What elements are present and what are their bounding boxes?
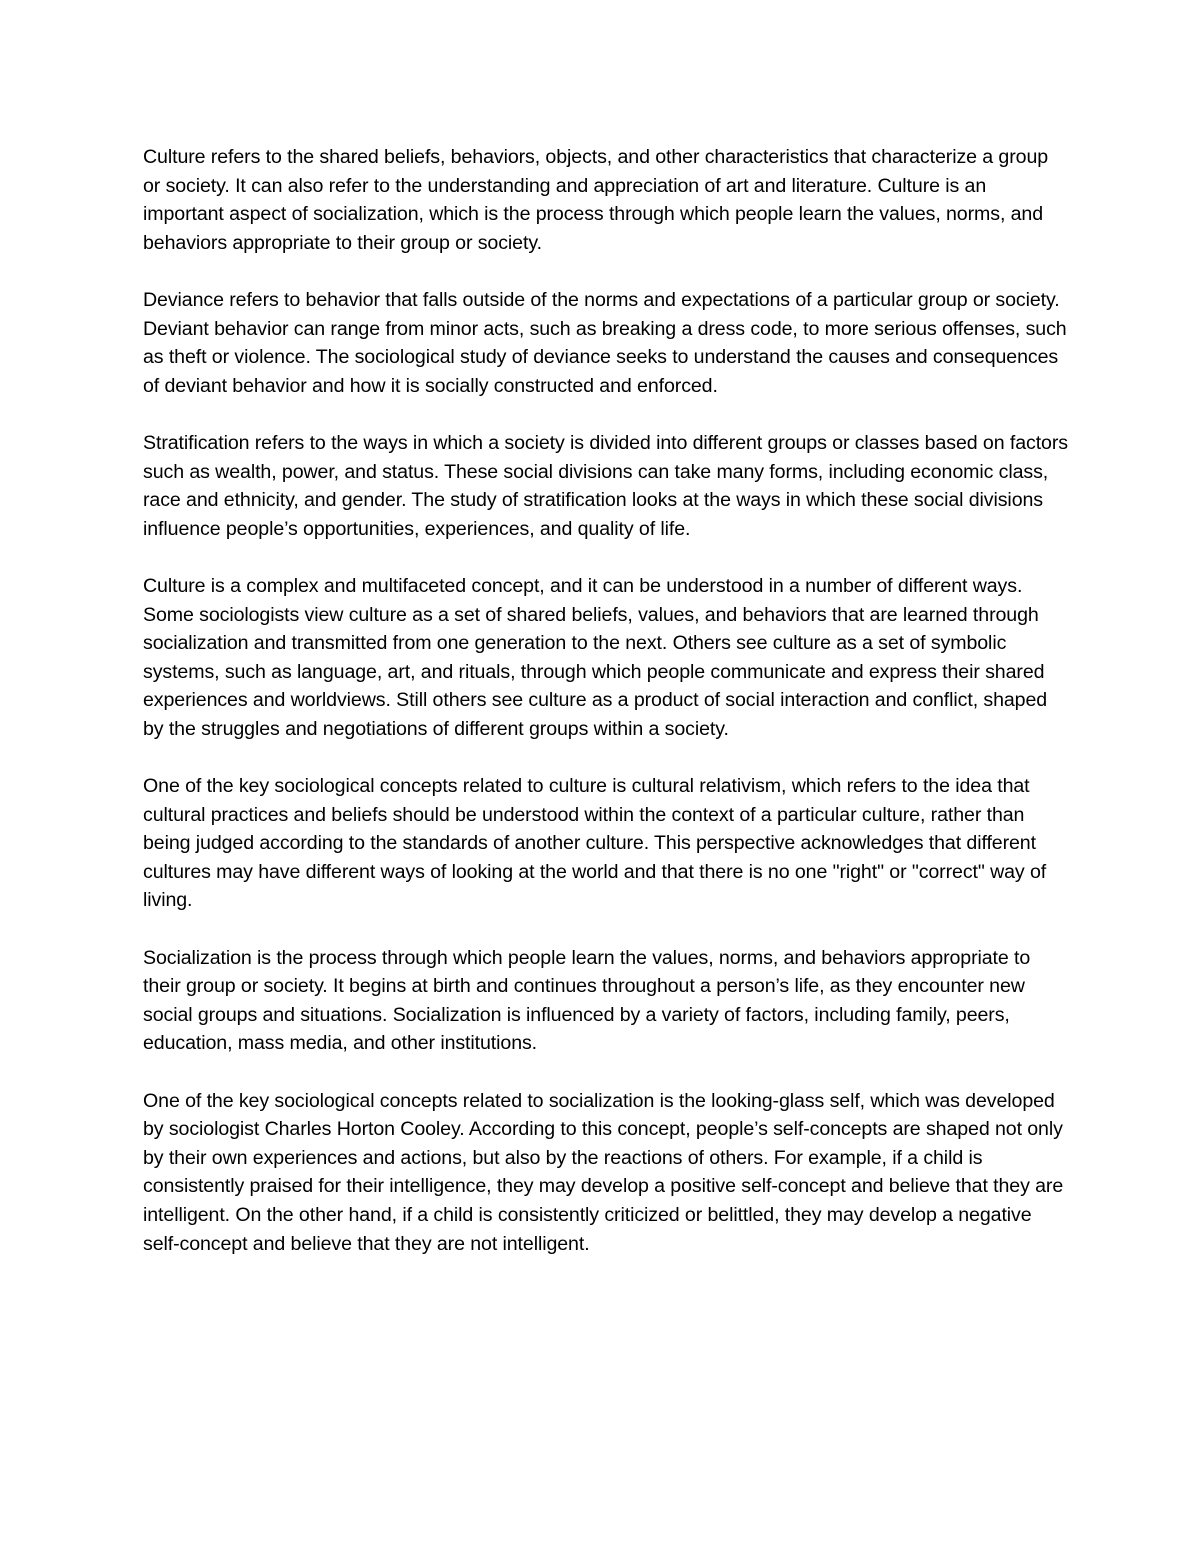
- paragraph-socialization: Socialization is the process through which people learn the values, norms, and behaviors appropriate to their group or society. It begins at birth and continues throughout a person’s life, as they encounter new social groups and situations. Socialization is influenced by a variety of factors, including family, peers, education, mass media, and other institutions.: [143, 946, 1031, 1055]
- paragraph-culture-concept: Culture is a complex and multifaceted concept, and it can be understood in a number of different ways. Some sociologists view culture as a set of shared beliefs, values, and behaviors that are learned through socialization and transmitted from one generation to the next. Others see culture as a set of symbolic systems, such as language, art, and rituals, through which people communicate and express their shared experiences and worldviews. Still others see culture as a product of social interaction and conflict, shaped by the struggles and negotiations of different groups within a society.: [143, 574, 1048, 740]
- paragraph-deviance: Deviance refers to behavior that falls outside of the norms and expectations of a particular group or society. Deviant behavior can range from minor acts, such as breaking a dress code, to more serious offenses, such as theft or violence. The sociological study of deviance seeks to understand the causes and consequences of deviant behavior and how it is socially constructed and enforced.: [143, 288, 1067, 397]
- paragraph-looking-glass-self: One of the key sociological concepts related to socialization is the looking-glass self, which was developed by sociologist Charles Horton Cooley. According to this concept, people’s self-concepts are shaped not only by their own experiences and actions, but also by the reactions of others. For example, if a child is consistently praised for their intelligence, they may develop a positive self-concept and believe that they are intelligent. On the other hand, if a child is consistently criticized or belittled, they may develop a negative self-concept and believe that they are not intelligent.: [143, 1089, 1064, 1255]
- document-body: [143, 143, 1068, 1287]
- paragraph-stratification: Stratification refers to the ways in which a society is divided into different groups or classes based on factors such as wealth, power, and status. These social divisions can take many forms, including economic class, race and ethnicity, and gender. The study of stratification looks at the ways in which these social divisions influence people’s opportunities, experiences, and quality of life.: [143, 431, 1068, 540]
- paragraph-culture-definition: Culture refers to the shared beliefs, behaviors, objects, and other characteristics that characterize a group or society. It can also refer to the understanding and appreciation of art and literature. Culture is an important aspect of socialization, which is the process through which people learn the values, norms, and behaviors appropriate to their group or society.: [143, 146, 1049, 254]
- paragraph-cultural-relativism: One of the key sociological concepts related to culture is cultural relativism, which refers to the idea that cultural practices and beliefs should be understood within the context of a particular culture, rather than being judged according to the standards of another culture. This perspective acknowledges that different cultures may have different ways of looking at the world and that there is no one "right" or "correct" way of living.: [143, 775, 1047, 912]
